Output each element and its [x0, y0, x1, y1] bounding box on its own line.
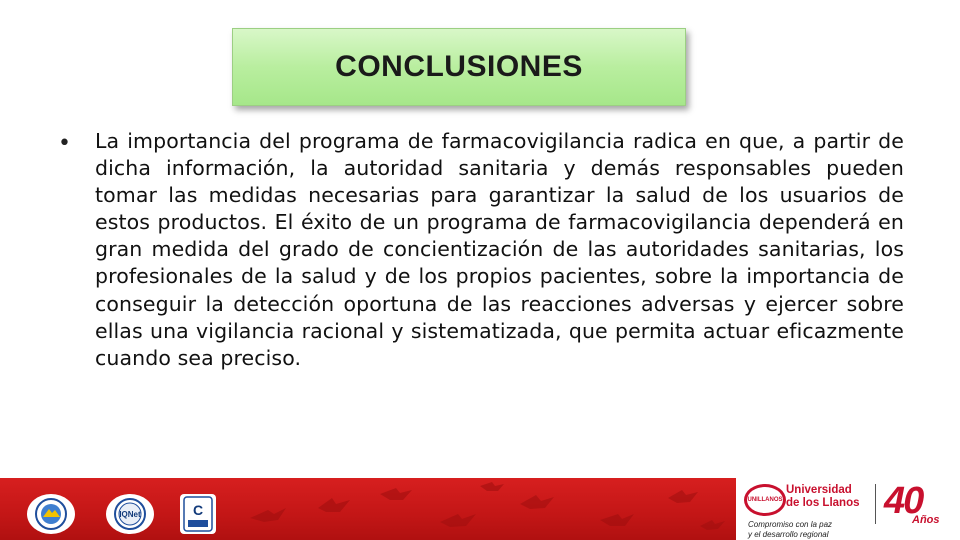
title-box — [232, 28, 686, 106]
bullet-marker-icon: • — [58, 131, 71, 156]
university-emblem-icon: UNILLANOS — [744, 484, 786, 516]
university-name-line2: de los Llanos — [786, 497, 860, 509]
university-name — [786, 484, 872, 510]
university-logo-panel — [736, 476, 960, 540]
bullet-list — [58, 128, 904, 372]
iqnet-certification-icon: IQNet — [106, 494, 154, 534]
bullet-item — [58, 128, 904, 372]
university-name-line1: Universidad — [786, 484, 852, 496]
accreditation-seal-icon — [27, 494, 75, 534]
logo-divider — [875, 484, 876, 524]
anniversary-number: 40 — [884, 480, 923, 522]
university-tagline: Compromiso con la paz y el desarrollo regional — [748, 520, 833, 539]
slide-title: CONCLUSIONES — [335, 50, 583, 83]
anniversary-word: Años — [912, 514, 940, 526]
icontec-certification-icon: C — [180, 494, 216, 534]
bullet-text: La importancia del programa de farmacovigilancia radica en que, a partir de dicha información, la autoridad sanitaria y demás responsables pueden tomar las medidas necesarias para garantizar la salud de los usuarios de estos productos. El éxito de un programa de farmacovigilancia dependerá en gran medida del grado de concientización de las autoridades sanitarias, los profesionales de la salud y de los propios pacientes, sobre la importancia de conseguir la detección oportuna de las reacciones adversas y ejercer sobre ellas una vigilancia racional y sistematizada, que permita actuar eficazmente cuando sea preciso. — [95, 129, 904, 370]
